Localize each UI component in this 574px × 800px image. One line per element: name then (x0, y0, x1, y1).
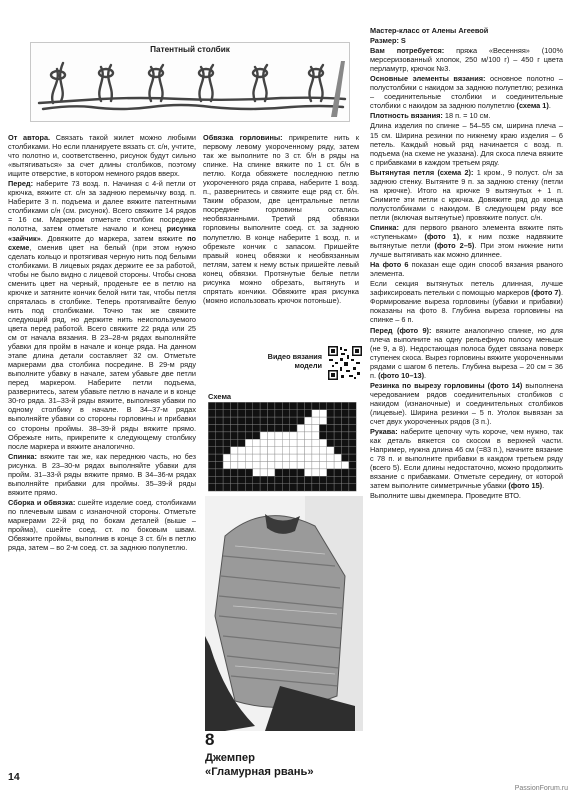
jumper-photo (205, 496, 363, 731)
right-paragraph: Вам потребуется: пряжа «Весенняя» (100% мерсеризованный хлопок, 250 м/100 г) – 450 г цвета перламутр, крючок №3. (370, 46, 563, 74)
page-number: 14 (8, 771, 20, 783)
right-paragraph: Длина изделия по спинке – 54–55 см, ширина плеча – 15 см. Ширина резинки по нижнему краю изделия – 6 петель. Каждый новый ряд начинается с возд. п. подъема (на схеме не указана). Для скоса плеча вяжите с прибавками в каждом третьем ряду. (370, 121, 563, 167)
right-paragraph: Выполните швы джемпера. Проведите ВТО. (370, 491, 521, 501)
qr-code[interactable] (327, 345, 363, 381)
right-paragraph: Перед (фото 9): вяжите аналогично спинке, но для плеча выполните на одну рельефную полосу меньше (не 9, а 8). Недостающая полоса будет связана поверх ступенек скоса. Вырез горловины вяжите укороченными рядами с шагом 6 петель. Глубина выреза – 20 см = 36 п. (фото 10–13). (370, 325, 563, 380)
site-watermark: PassionForum.ru (514, 785, 568, 792)
video-label: Видео вязания модели (267, 352, 322, 370)
right-paragraph: Если секция вытянутых петель длинная, лучше зафиксировать петельки с помощью маркеров (фото 7). Формирование выреза горловины (убавки и прибавки) показаны на фото 8. Глубина выреза горловины на спинке – 6 п. (370, 279, 563, 325)
right-paragraph: Мастер-класс от Алены Агеевой (370, 26, 489, 35)
bunny-scheme-grid (208, 402, 358, 494)
right-paragraph: Размер: S (370, 36, 406, 46)
right-column (370, 26, 563, 501)
model-name: «Гламурная рвань» (205, 766, 314, 778)
patent-stitch-illustration (31, 57, 351, 121)
right-paragraph: Плотность вязания: 18 п. = 10 см. (370, 111, 491, 121)
right-paragraph: Вытянутая петля (схема 2): 1 кром., 9 полуст. с/н за заднюю стенку. Вытяните 9 п. за заднюю стенку (петли на крючке). Итого на крючке 9 вытянутых + 1 п. Снимите эти петли с крючка. Довяжите ряд до конца полустолбиками с накидом. В следующем ряду все петли (включая вытянутые) провяжите полуст. с/н. (370, 167, 563, 222)
middle-column (203, 133, 359, 306)
right-paragraph: Рукава: наберите цепочку чуть короче, чем нужно, так как деталь вяжется со скосом в верхней части. Например, нужна длина 46 см (=83 п.), начните вязание с 78 п. и выполните прибавки в каждом третьем ряду (всего 5). Если длины недостаточно, можно продолжить вязание с прибавками. Отметьте середину, от которой затем выполните симметричные убавки (фото 15). (370, 427, 563, 491)
scheme-label: Схема (208, 392, 232, 401)
pattern-title: Патентный столбик (150, 45, 230, 54)
left-column (8, 133, 196, 553)
left-paragraph: От автора. Связать такой жилет можно любыми столбиками. Но если планируете вязать ст. с/н, учтите, что полотно и, соответственно, рисунок будут сильно «вытягиваться» за счет длины столбиков, поэтому ищите отверстие, в котором немного рядов вверх. (8, 133, 196, 179)
right-paragraph: Основные элементы вязания: основное полотно – полустолбики с накидом за заднюю полупетлю; резинка – соединительные столбики и соединительные столбики с накидом за заднюю полупетлю (схема 1). (370, 74, 564, 111)
left-paragraph: Сборка и обвязка: сшейте изделие соед. столбиками по плечевым швам с изнаночной стороны. Отметьте маркерами 22-й ряд по бокам деталей (выше – пройма), сшейте соед. ст. по боковым швам. Обвяжите проймы, выполнив в конце 3 ст. б/н в петлю ряда, затем – во 2-м соед. ст. за заднюю полупетлю. (8, 497, 196, 553)
middle-paragraph: Обвязка горловины: прикрепите нить к первому левому укороченному ряду, затем так же выполните по 3 ст. б/н в ряды на спинке. На спинке вяжите по 1 ст. б/н в петлю. Когда обвяжете последнюю петлю укороченного ряда справа, наберите 1 возд. п., развернитесь и свяжите еще ряд ст. б/н. Таким образом, две центральные петли посредине горловины остались необвязанными. Третий ряд обвязки горловины выполните соед. ст. за заднюю полупетлю. В конце наберите 1 возд. п. и обрежьте кончик с запасом. Пришейте правый конец обвязки к необвязанным петлям, затем к нему встык пришейте левый конец обвязки. Протянутые белые петли рисунка можно обрезать, вытянуть и спрятать кончики. Обвяжите края рисунка (можно использовать крючок потоньше). (203, 133, 359, 305)
model-number: 8 (205, 730, 215, 749)
left-paragraph: Перед: наберите 73 возд. п. Начиная с 4-й петли от крючка, вяжите ст. с/н за заднюю перемычку возд. п. Наберите 3 п. подъема и далее вяжите патентными столбиками с/н (см. рисунок). Всего свяжите 14 рядов = 16 см. Маркером отметьте столбик посредине полотна, затем отметьте начало и конец рисунка «зайчик». Довяжите до маркера, затем вяжите по схеме, сменив цвет на белый (при этом нужно сделать кольцо и протягивая черную нить под белыми столбиками. В лицевых рядах держите ее за работой, чтобы не было видно с лицевой стороны. Чтобы снова сменить цвет на черный, проденьте ее в петлю на крючке и затяните кончик белой нити так, чтобы петля спряталась в столбике. Теперь протягивайте белую нить под столбиками. Точно так же свяжите следующий ряд, но держите нить неиспользуемого цвета перед работой. Всего свяжите 22 ряда или 25 см от начала вязания. В 23–28-м рядах выполняйте убавки для пройм в начале и конце ряда. На данном этапе длина детали составляет 32 см. Отметьте маркерами два столбика посредине. В 29-м ряду выполните убавку в начале, затем убавьте две петли перед маркером. Наберите петли подъема, развернитесь, затем убавьте петлю в начале и в конце 30-го ряда. 31–33-й ряды вяжите, выполняя убавки по одному столбику в начале. В 34–37-м рядах выполняйте убавки со стороны горловины и прибавки со стороны проймы. 38–39-й ряды вяжите прямо. Обрежьте нить, прикрепите к следующему столбику после маркера и вяжите аналогично. (8, 179, 196, 451)
model-kind: Джемпер (205, 752, 255, 764)
right-paragraph: На фото 6 показан еще один способ вязания рваного элемента. (370, 260, 563, 279)
patent-stitch-figure (30, 42, 350, 122)
right-paragraph: Спинка: для первого рваного элемента вяжите пять «ступенькам» (фото 1), к ним позже надвяжите вытянутые петли (фото 2–5). При этом нижние нити лучше вытягивать как можно длиннее. (370, 222, 564, 260)
left-paragraph: Спинка: вяжите так же, как переднюю часть, но без рисунка. В 23–30-м рядах выполняйте убавки для пройм. 31–33-й ряды вяжите прямо. В 34–36-м рядах выполняйте прибавки для проймы. 35–39-й ряды вяжите прямо. (8, 451, 196, 497)
right-paragraph: Резинка по вырезу горловины (фото 14) выполнена чередованием рядов соединительных столбиков с накидом (изнаночные) и соединительных столбиков (лицевые). Ширина резинки – 5 п. Уголок вывязан за счет двух укороченных рядов (3 п.). (370, 380, 563, 426)
